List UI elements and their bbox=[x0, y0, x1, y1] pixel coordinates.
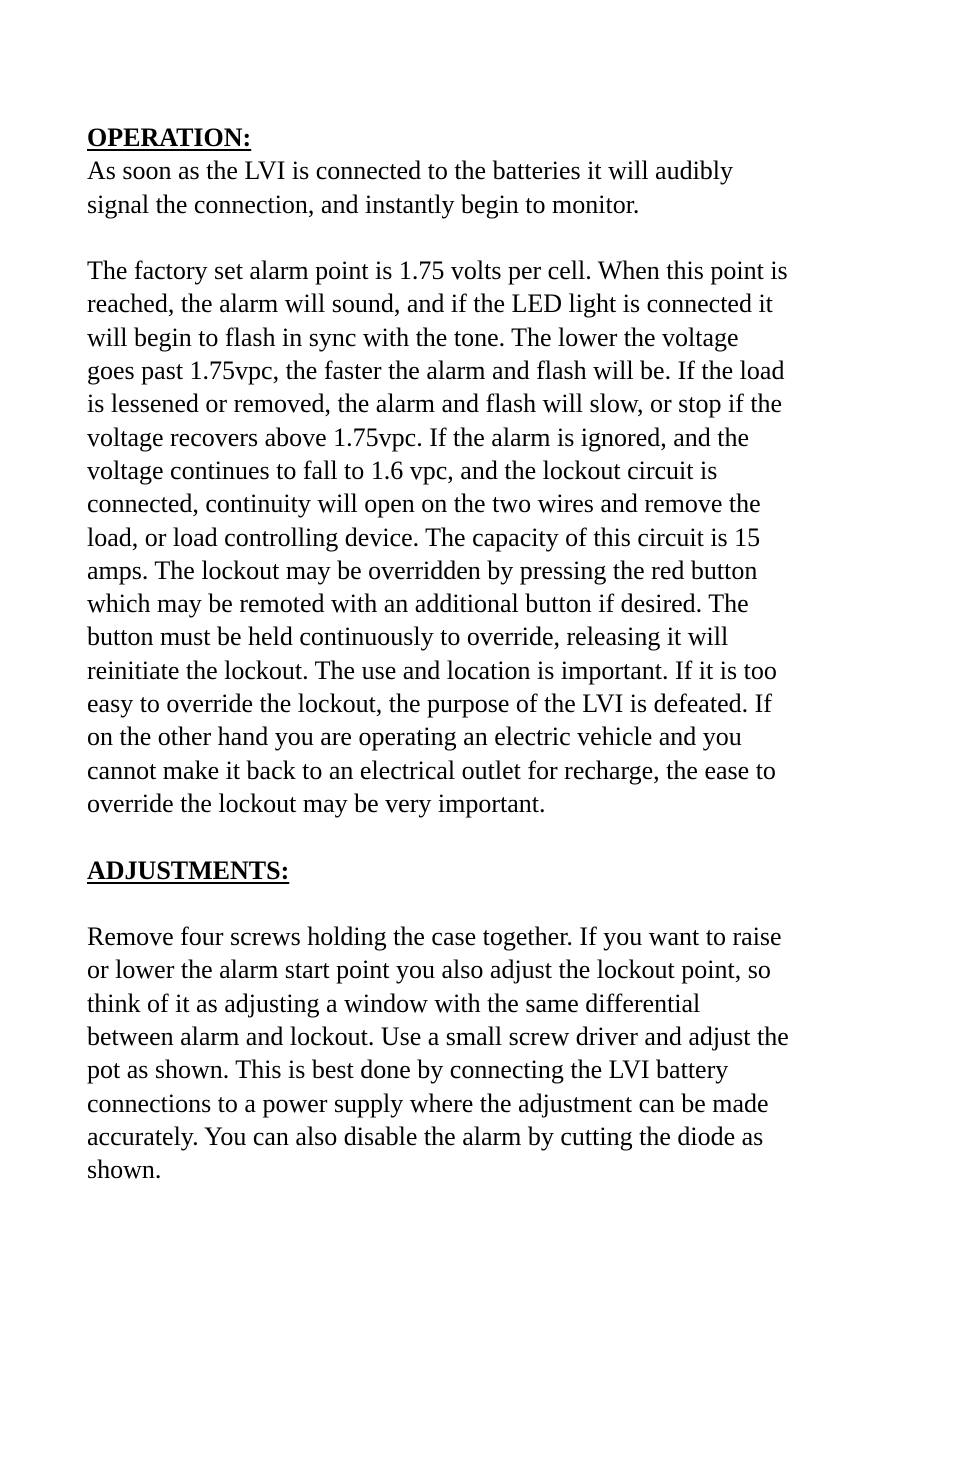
document-page bbox=[87, 121, 877, 1187]
paragraph-line: on the other hand you are operating an electric vehicle and you bbox=[87, 722, 742, 752]
paragraph-line: override the lockout may be very important. bbox=[87, 788, 546, 818]
paragraph-line: between alarm and lockout. Use a small screw driver and adjust the bbox=[87, 1022, 789, 1052]
paragraph-line: button must be held continuously to override, releasing it will bbox=[87, 622, 729, 652]
paragraph-line: or lower the alarm start point you also adjust the lockout point, so bbox=[87, 955, 771, 985]
paragraph-line: reinitiate the lockout. The use and location is important. If it is too bbox=[87, 655, 777, 685]
paragraph-line: shown. bbox=[87, 1155, 162, 1185]
paragraph-line: voltage recovers above 1.75vpc. If the alarm is ignored, and the bbox=[87, 422, 750, 452]
operation-heading: OPERATION: bbox=[87, 123, 252, 152]
paragraph-line: As soon as the LVI is connected to the batteries it will audibly bbox=[87, 156, 734, 186]
paragraph-line: cannot make it back to an electrical outlet for recharge, the ease to bbox=[87, 755, 776, 785]
operation-body-paragraph bbox=[87, 254, 877, 820]
paragraph-line: goes past 1.75vpc, the faster the alarm and flash will be. If the load bbox=[87, 356, 785, 386]
paragraph-line: load, or load controlling device. The capacity of this circuit is 15 bbox=[87, 522, 761, 552]
adjustments-heading: ADJUSTMENTS: bbox=[87, 855, 290, 885]
paragraph-line: signal the connection, and instantly begin to monitor. bbox=[87, 189, 640, 219]
paragraph-gap bbox=[87, 887, 877, 920]
paragraph-line: will begin to flash in sync with the tone. The lower the voltage bbox=[87, 322, 739, 352]
paragraph-line: is lessened or removed, the alarm and flash will slow, or stop if the bbox=[87, 389, 783, 419]
paragraph-line: amps. The lockout may be overridden by pressing the red button bbox=[87, 555, 758, 585]
paragraph-line: which may be remoted with an additional button if desired. The bbox=[87, 589, 749, 619]
paragraph-line: think of it as adjusting a window with the same differential bbox=[87, 988, 701, 1018]
paragraph-gap bbox=[87, 221, 877, 254]
paragraph-line: Remove four screws holding the case together. If you want to raise bbox=[87, 922, 782, 952]
paragraph-line: voltage continues to fall to 1.6 vpc, and the lockout circuit is bbox=[87, 455, 718, 485]
paragraph-line: reached, the alarm will sound, and if the LED light is connected it bbox=[87, 289, 773, 319]
paragraph-line: connected, continuity will open on the two wires and remove the bbox=[87, 489, 761, 519]
adjustments-body-paragraph bbox=[87, 920, 877, 1186]
paragraph-line: easy to override the lockout, the purpose of the LVI is defeated. If bbox=[87, 689, 772, 719]
paragraph-line: pot as shown. This is best done by connecting the LVI battery bbox=[87, 1055, 729, 1085]
operation-intro-paragraph bbox=[87, 154, 877, 221]
paragraph-gap bbox=[87, 820, 877, 853]
paragraph-line: accurately. You can also disable the alarm by cutting the diode as bbox=[87, 1121, 764, 1151]
paragraph-line: The factory set alarm point is 1.75 volts per cell. When this point is bbox=[87, 256, 788, 286]
paragraph-line: connections to a power supply where the adjustment can be made bbox=[87, 1088, 769, 1118]
